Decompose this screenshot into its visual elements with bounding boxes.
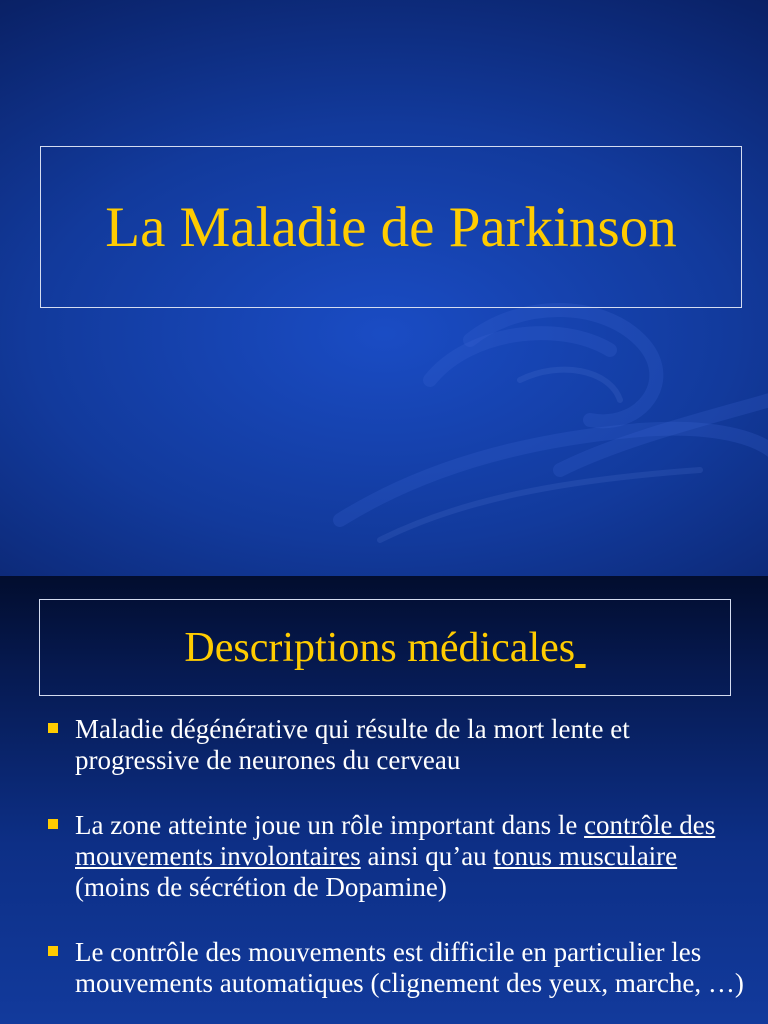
bullet-text-2c: (moins de sécrétion de Dopamine) (75, 872, 447, 902)
section-title-frame (39, 599, 731, 696)
bullet-item-1 (48, 714, 748, 776)
bullet-text-2a: La zone atteinte joue un rôle important dans le (75, 810, 585, 840)
bullet-item-2 (48, 810, 748, 903)
section-title-text (184, 624, 585, 672)
section-title-label: Descriptions médicales (184, 624, 576, 671)
bullet-list (48, 714, 748, 1024)
title-frame (40, 146, 742, 308)
bullet-text-2b: ainsi qu’au (360, 841, 494, 871)
square-bullet-icon (48, 723, 58, 733)
slide-title-text: La Maladie de Parkinson (105, 195, 677, 259)
square-bullet-icon (48, 946, 58, 956)
underlined-term-involuntary-movements: contrôle des mouvements involontaires (75, 810, 716, 871)
bullet-text-1: Maladie dégénérative qui résulte de la mort lente et progressive de neurones du cerveau (75, 714, 630, 775)
slide-descriptions (0, 576, 768, 1024)
underlined-term-muscle-tone: tonus musculaire (493, 841, 678, 871)
bullet-text-3: Le contrôle des mouvements est difficile en particulier les mouvements automatiques (clignement des yeux, marche, …) (75, 937, 744, 998)
bullet-item-3 (48, 937, 748, 999)
square-bullet-icon (48, 819, 58, 829)
title-underline-trail (575, 625, 586, 671)
